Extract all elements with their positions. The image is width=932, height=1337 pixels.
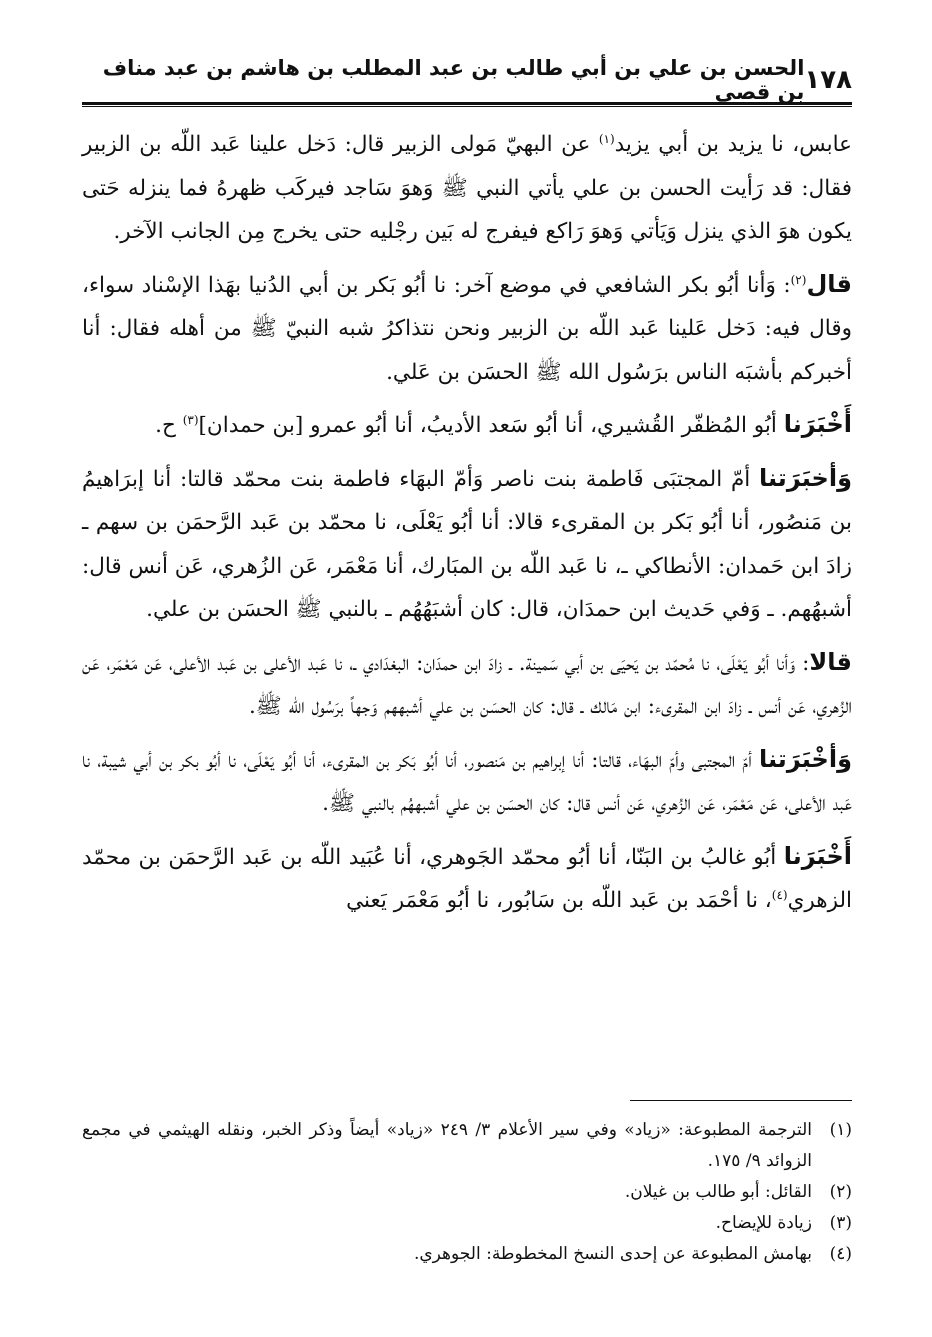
paragraph-text: أمّ المجتبى وأمّ البهَاء، قالتا: أنا إبراهيم بن مَنصور، أنا أبُو بَكر بن المقرىء، أنا أبُو يَعْلَى، نا أبُو بكر بن أبي شيبة، نا عَبد الأعلى، عَن مَعْمَر، عَن الزُهري، عَن أنس قال: كان الحسَن بن علي أشبههُم بالنبي ﷺ. [82,747,852,816]
paragraph-text: أبُو غالبُ بن البَنّا، أنا أبُو محمّد الجَوهري، أنا عُبَيد اللّه بن عَبد الرَّحمَن بن محمّد الزهري [82,844,852,913]
running-title: الحسن بن علي بن أبي طالب بن عبد المطلب بن هاشم بن عبد مناف بن قصي [102,56,805,104]
paragraph [82,122,852,254]
paragraph-lead: قالا [809,647,852,676]
paragraph [82,457,852,632]
footnote [82,1177,852,1208]
footnote [82,1208,852,1239]
footnote-text: الترجمة المطبوعة: «زياد» وفي سير الأعلام ٣/ ٢٤٩ «زياد» أيضاً وذكر الخبر، ونقله الهيثمي في مجمع الزوائد ٩/ ١٧٥. [82,1120,813,1171]
footnote [82,1239,852,1270]
paragraph-lead: وَأخبَرَتنا [759,463,852,492]
paragraph-text: : وَأنا أبُو يَعْلَى، نا مُحمّد بن يَحيَى بن أبي سَمينة. ـ زادَ ابن حمدَان: البغدَادي ـ، نا عَبد الأعلى بن عَبد الأعلى، عَن مَعْمَر، عَن الزُهري، عَن أنس ـ زادَ ابن المقرىء: ابن مَالك ـ قال: كان الحسَن بن علي أشبههم وَجهاً برَسُول الله ﷺ. [82,650,852,719]
paragraph-text: : وَأنا أبُو بكر الشافعي في موضع آخر: نا أبُو بَكر بن أبي الدُنيا بهَذا الإسْناد سواء، وقال فيه: دَخل عَلينا عَبد اللّه بن الزبير ونحن نتذاكرُ شبه النبيّ ﷺ من أهله فقال: أنا أخبركم بأشبَه الناس برَسُول الله ﷺ الحسَن بن عَلي. [82,272,852,385]
footnote-ref: (٤) [771,887,788,902]
footnote-ref: (٢) [790,272,807,287]
paragraph-lead: قال [806,269,852,298]
paragraph [82,263,852,395]
paragraph [82,835,852,923]
footnote-number: (١) [829,1120,852,1140]
paragraph [82,403,852,448]
paragraph-text: عن البهيّ مَولى الزبير قال: دَخل علينا عَبد اللّه بن الزبير فقال: قد رَأيت الحسن بن علي يأتي النبي ﷺ وَهوَ سَاجد فيركَب ظهرهُ فما ينزله حَتى يكون هوَ الذي ينزل وَيَأتي وَهوَ رَاكع فيفرج له بَين رجْليه حتى يخرج مِن الجانب الآخر. [82,132,852,244]
footnote-rule [630,1100,852,1101]
footnote-number: (٢) [829,1182,852,1202]
footnote-number: (٤) [829,1244,852,1264]
paragraph-text: أبُو المُظفّر القُشيري، أنا أبُو سَعد الأديبُ، أنا أبُو عمرو [بن حمدان] [198,413,784,438]
page-header [82,58,852,105]
footnote-ref: (٣) [182,412,199,427]
page-number: ١٧٨ [804,65,852,95]
footnote-text: زيادة للإيضاح. [715,1213,812,1233]
footnote-text: القائل: أبو طالب بن غيلان. [624,1182,812,1202]
paragraph-text: ، نا أحْمَد بن عَبد اللّه بن سَابُور، نا أبُو مَعْمَر يَعني [346,888,772,913]
footnote-number: (٣) [829,1213,852,1233]
footnotes [82,1115,852,1270]
paragraph [82,738,852,826]
paragraph-text: ح. [155,413,183,438]
footnote-ref: (١) [598,131,615,146]
header-rule [82,106,852,107]
footnote-text: بهامش المطبوعة عن إحدى النسخ المخطوطة: الجوهري. [413,1244,812,1264]
paragraph-lead: أَخْبَرَنا [783,410,852,438]
paragraph [82,641,852,729]
main-text [82,122,852,932]
paragraph-lead: أَخْبَرَنا [783,841,852,870]
footnote [82,1115,852,1177]
paragraph-text: أمّ المجتبَى فَاطمة بنت ناصر وَأمّ البهَاء فاطمة بنت محمّد قالتا: أنا إبرَاهيمُ بن مَنصُور، أنا أبُو بَكر بن المقرىء قالا: أنا أبُو يَعْلَى، نا محمّد بن عَبد الرَّحمَن بن سهم ـ زادَ ابن حَمدان: الأنطاكي ـ، نا عَبد اللّه بن المبَارك، أنا مَعْمَر، عَن الزُهري، عَن أنس قال: أشبهُهم. ـ وَفي حَديث ابن حمدَان، قال: كان أشبَهُهُم ـ بالنبي ﷺ الحسَن بن علي. [82,466,852,622]
paragraph-lead: وَأخْبَرَتنا [759,744,852,773]
paragraph-text: عابس، نا يزيد بن أبي يزيد [614,132,852,157]
